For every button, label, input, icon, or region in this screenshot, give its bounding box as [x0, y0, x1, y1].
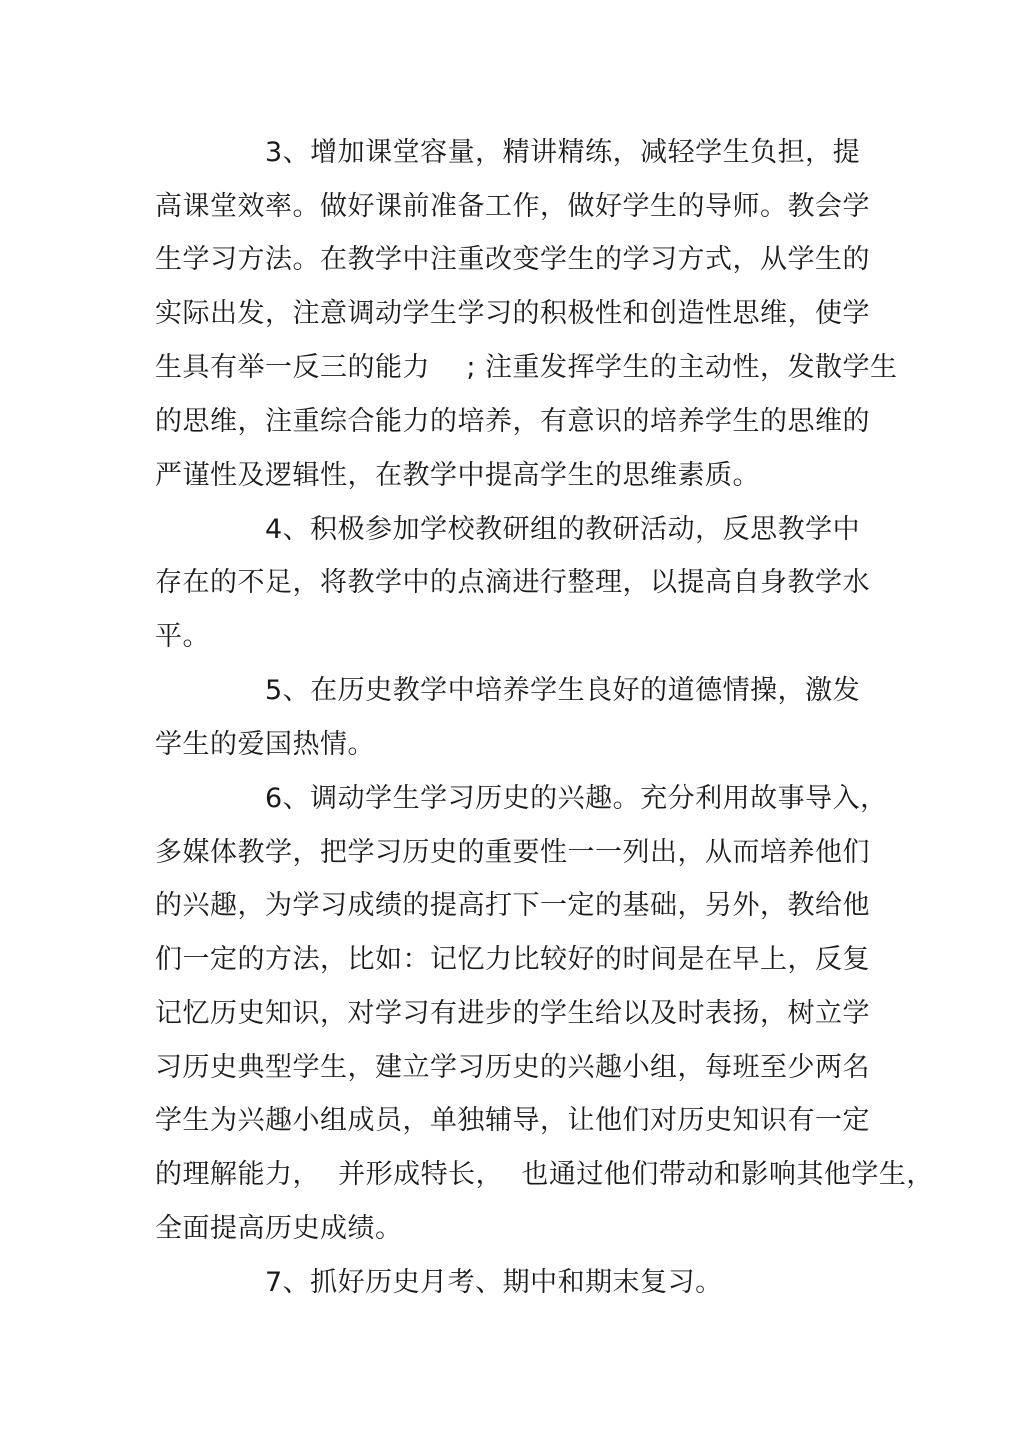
item-3-line-6: 的思维，注重综合能力的培养，有意识的培养学生的思维的: [155, 406, 870, 437]
item-6-line-4: 们一定的方法，比如：记忆力比较好的时间是在早上，反复: [155, 944, 870, 975]
item-3-line-2: 高课堂效率。做好课前准备工作，做好学生的导师。教会学: [155, 191, 870, 222]
item-6-line-7: 学生为兴趣小组成员，单独辅导，让他们对历史知识有一定: [155, 1105, 870, 1136]
item-3-line-3: 生学习方法。在教学中注重改变学生的学习方式，从学生的: [155, 244, 870, 275]
item-6-line-3: 的兴趣，为学习成绩的提高打下一定的基础，另外，教给他: [155, 890, 870, 921]
item-3-line-7: 严谨性及逻辑性，在教学中提高学生的思维素质。: [155, 460, 760, 491]
item-3-line-4: 实际出发，注意调动学生学习的积极性和创造性思维，使学: [155, 298, 870, 329]
item-5-line-2: 学生的爱国热情。: [155, 729, 375, 760]
item-3-line-1: 3、增加课堂容量，精讲精练，减轻学生负担，提: [265, 137, 861, 168]
item-6-line-9: 全面提高历史成绩。: [155, 1213, 403, 1244]
item-6-line-2: 多媒体教学，把学习历史的重要性一一列出，从而培养他们: [155, 837, 870, 868]
item-4-line-1: 4、积极参加学校教研组的教研活动，反思教学中: [265, 514, 861, 545]
item-5-line-1: 5、在历史教学中培养学生良好的道德情操，激发: [265, 675, 861, 706]
item-3-line-5: 生具有举一反三的能力 ; 注重发挥学生的主动性，发散学生: [155, 352, 898, 383]
item-4-line-3: 平。: [155, 621, 210, 652]
item-6-line-5: 记忆历史知识，对学习有进步的学生给以及时表扬，树立学: [155, 998, 870, 1029]
item-6-line-6: 习历史典型学生，建立学习历史的兴趣小组，每班至少两名: [155, 1052, 870, 1083]
item-6-line-1: 6、调动学生学习历史的兴趣。充分利用故事导入，: [265, 783, 888, 814]
item-6-line-8: 的理解能力， 并形成特长， 也通过他们带动和影响其他学生，: [155, 1159, 934, 1190]
item-4-line-2: 存在的不足，将教学中的点滴进行整理，以提高自身教学水: [155, 567, 870, 598]
item-7-line-1: 7、抓好历史月考、期中和期末复习。: [265, 1267, 723, 1298]
